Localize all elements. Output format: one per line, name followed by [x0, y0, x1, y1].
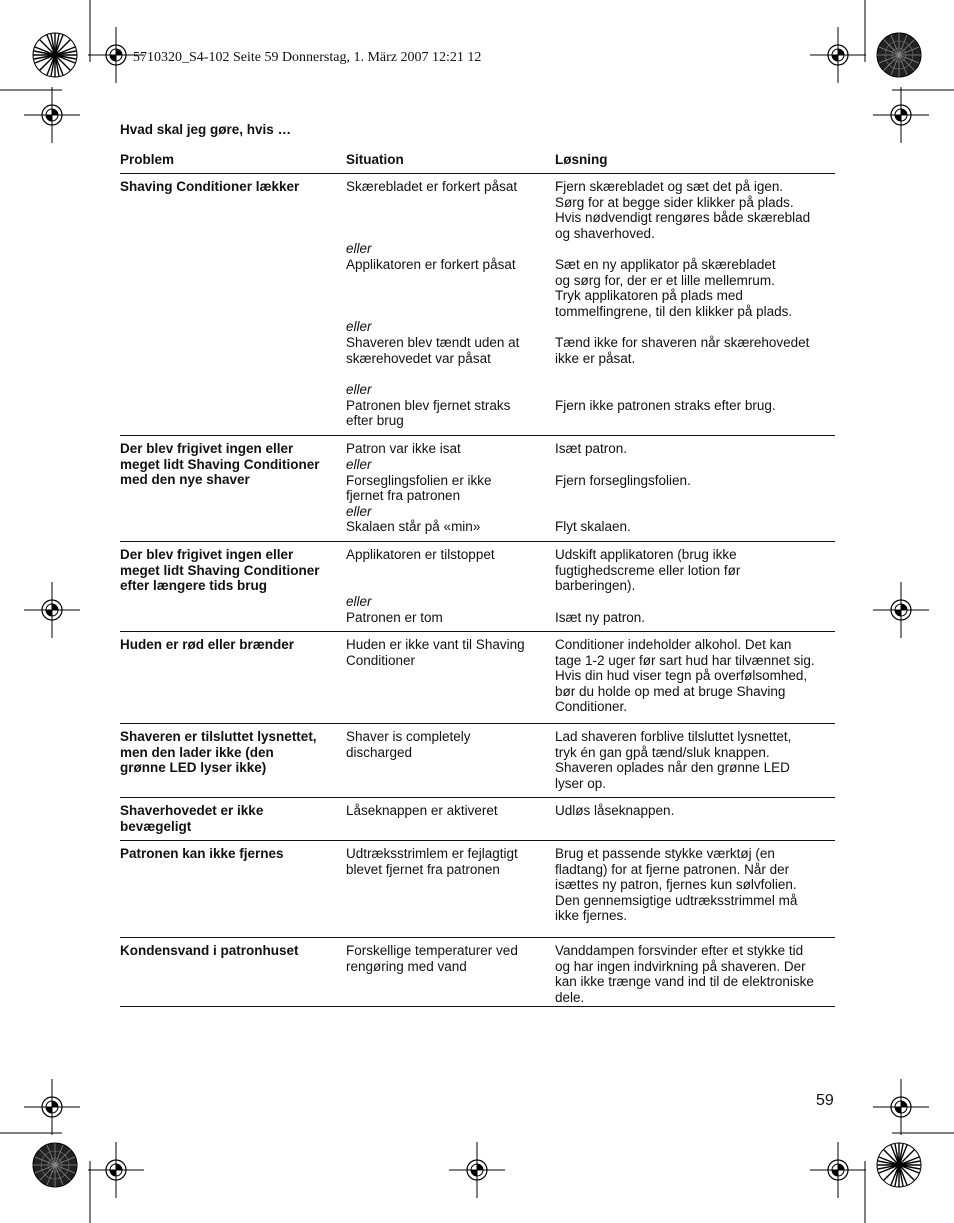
- situation-solution-group: [346, 803, 835, 840]
- table-row: [120, 632, 835, 724]
- situation-solution-pair: [346, 519, 835, 535]
- page-heading: Hvad skal jeg gøre, hvis …: [120, 122, 292, 137]
- situation-cell: Låseknappen er aktiveret: [346, 803, 498, 818]
- problem-cell: Kondensvand i patronhuset: [120, 943, 299, 958]
- table-row: [120, 938, 835, 1007]
- situation-cell: Huden er ikke vant til Shaving Conditioner: [346, 637, 525, 668]
- solution-cell: Fjern forseglingsfolien.: [555, 472, 691, 488]
- solution-cell: Lad shaveren forblive tilsluttet lysnettet, tryk én gan gpå tænd/sluk knappen. Shaveren oplades når den grønne LED lyser op.: [555, 729, 792, 791]
- situation-cell: Patron var ikke isat: [346, 441, 461, 456]
- situation-solution-pair: [346, 398, 835, 429]
- troubleshooting-table: [120, 148, 835, 1007]
- situation-cell: Patronen blev fjernet straks efter brug: [346, 397, 511, 429]
- situation-cell: Skærebladet er forkert påsat: [346, 179, 518, 194]
- situation-solution-pair: [346, 637, 835, 715]
- situation-solution-pair: [346, 335, 835, 382]
- table-body: [120, 174, 835, 1007]
- situation-cell: Forskellige temperaturer ved rengøring med vand: [346, 943, 518, 974]
- situation-cell: Applikatoren er forkert påsat: [346, 256, 516, 272]
- solution-cell: Isæt patron.: [555, 441, 628, 456]
- problem-cell: Shaverhovedet er ikke bevægeligt: [120, 803, 264, 834]
- or-label: eller: [346, 319, 372, 335]
- table-row: [120, 841, 835, 938]
- or-label: eller: [346, 457, 372, 472]
- solution-cell: Conditioner indeholder alkohol. Det kan tage 1-2 uger før sart hud har tilvænnet sig. Hvis din hud viser tegn på overfølsomhed, bør du holde op med at bruge Shaving Conditioner.: [555, 637, 815, 715]
- situation-solution-pair: [346, 729, 835, 791]
- situation-solution-pair: [346, 943, 835, 1005]
- problem-cell: Huden er rød eller brænder: [120, 637, 295, 652]
- solution-cell: Brug et passende stykke værktøj (en fladtang) for at fjerne patronen. Når der isættes ny patron, fjernes kun sølvfolien. Den gennemsigtige udtræksstrimmel må ikke fjernes.: [555, 846, 798, 924]
- solution-cell: Vanddampen forsvinder efter et stykke tid og har ingen indvirkning på shaveren. Der kan ikke trænge vand ind til de elektroniske dele.: [555, 943, 814, 1005]
- page-number: 59: [816, 1092, 834, 1109]
- solution-cell: Fjern ikke patronen straks efter brug.: [555, 397, 776, 413]
- header-problem: Problem: [120, 152, 175, 167]
- situation-cell: Applikatoren er tilstoppet: [346, 547, 495, 562]
- solution-cell: Udløs låseknappen.: [555, 803, 675, 818]
- situation-cell: Udtræksstrimlem er fejlagtigt blevet fjernet fra patronen: [346, 846, 518, 877]
- header-situation: Situation: [346, 152, 404, 167]
- problem-cell: Shaving Conditioner lækker: [120, 179, 300, 194]
- or-label: eller: [346, 381, 372, 397]
- solution-cell: Sæt en ny applikator på skærebladet og sørg for, der er et lille mellemrum. Tryk applikatoren på plads med tommelfingrene, til den klikker på plads.: [555, 256, 793, 319]
- solution-cell: Tænd ikke for shaveren når skærehovedet ikke er påsat.: [555, 334, 810, 366]
- table-row: [120, 542, 835, 632]
- problem-cell: Shaveren er tilsluttet lysnettet, men den lader ikke (den grønne LED lyser ikke): [120, 729, 317, 776]
- slug-line: 5710320_S4-102 Seite 59 Donnerstag, 1. März 2007 12:21 12: [133, 50, 482, 65]
- table-row: [120, 724, 835, 798]
- situation-cell: Skalaen står på «min»: [346, 519, 481, 535]
- or-label: eller: [346, 503, 372, 519]
- solution-cell: Udskift applikatoren (brug ikke fugtighedscreme eller lotion før barberingen).: [555, 547, 741, 594]
- situation-cell: Patronen er tom: [346, 609, 443, 625]
- situation-solution-pair: [346, 473, 835, 504]
- table-row: [120, 174, 835, 436]
- situation-cell: Shaver is completely discharged: [346, 729, 471, 760]
- situation-solution-group: [346, 179, 835, 435]
- situation-solution-pair: [346, 547, 835, 594]
- situation-cell: Forseglingsfolien er ikke fjernet fra patronen: [346, 472, 492, 504]
- solution-cell: Flyt skalaen.: [555, 519, 631, 535]
- situation-solution-pair: [346, 610, 835, 626]
- situation-solution-group: [346, 547, 835, 631]
- situation-solution-pair: [346, 441, 835, 457]
- problem-cell: Der blev frigivet ingen eller meget lidt Shaving Conditioner med den nye shaver: [120, 441, 320, 488]
- situation-solution-pair: [346, 846, 835, 924]
- table-row: [120, 798, 835, 841]
- situation-solution-group: [346, 441, 835, 541]
- table-header: [120, 148, 835, 174]
- or-label: eller: [346, 241, 372, 257]
- problem-cell: Patronen kan ikke fjernes: [120, 846, 284, 861]
- situation-solution-group: [346, 729, 835, 797]
- problem-cell: Der blev frigivet ingen eller meget lidt Shaving Conditioner efter længere tids brug: [120, 547, 320, 594]
- situation-solution-pair: [346, 179, 835, 241]
- situation-cell: Shaveren blev tændt uden at skærehovedet var påsat: [346, 334, 520, 366]
- situation-solution-group: [346, 846, 835, 937]
- header-solution: Løsning: [555, 152, 608, 167]
- situation-solution-pair: [346, 803, 835, 834]
- situation-solution-pair: [346, 257, 835, 319]
- solution-cell: Fjern skærebladet og sæt det på igen. Sørg for at begge sider klikker på plads. Hvis nødvendigt rengøres både skæreblad og shaverhoved.: [555, 179, 811, 241]
- table-row: [120, 436, 835, 542]
- situation-solution-group: [346, 943, 835, 1006]
- or-label: eller: [346, 594, 372, 609]
- solution-cell: Isæt ny patron.: [555, 609, 646, 625]
- situation-solution-group: [346, 637, 835, 723]
